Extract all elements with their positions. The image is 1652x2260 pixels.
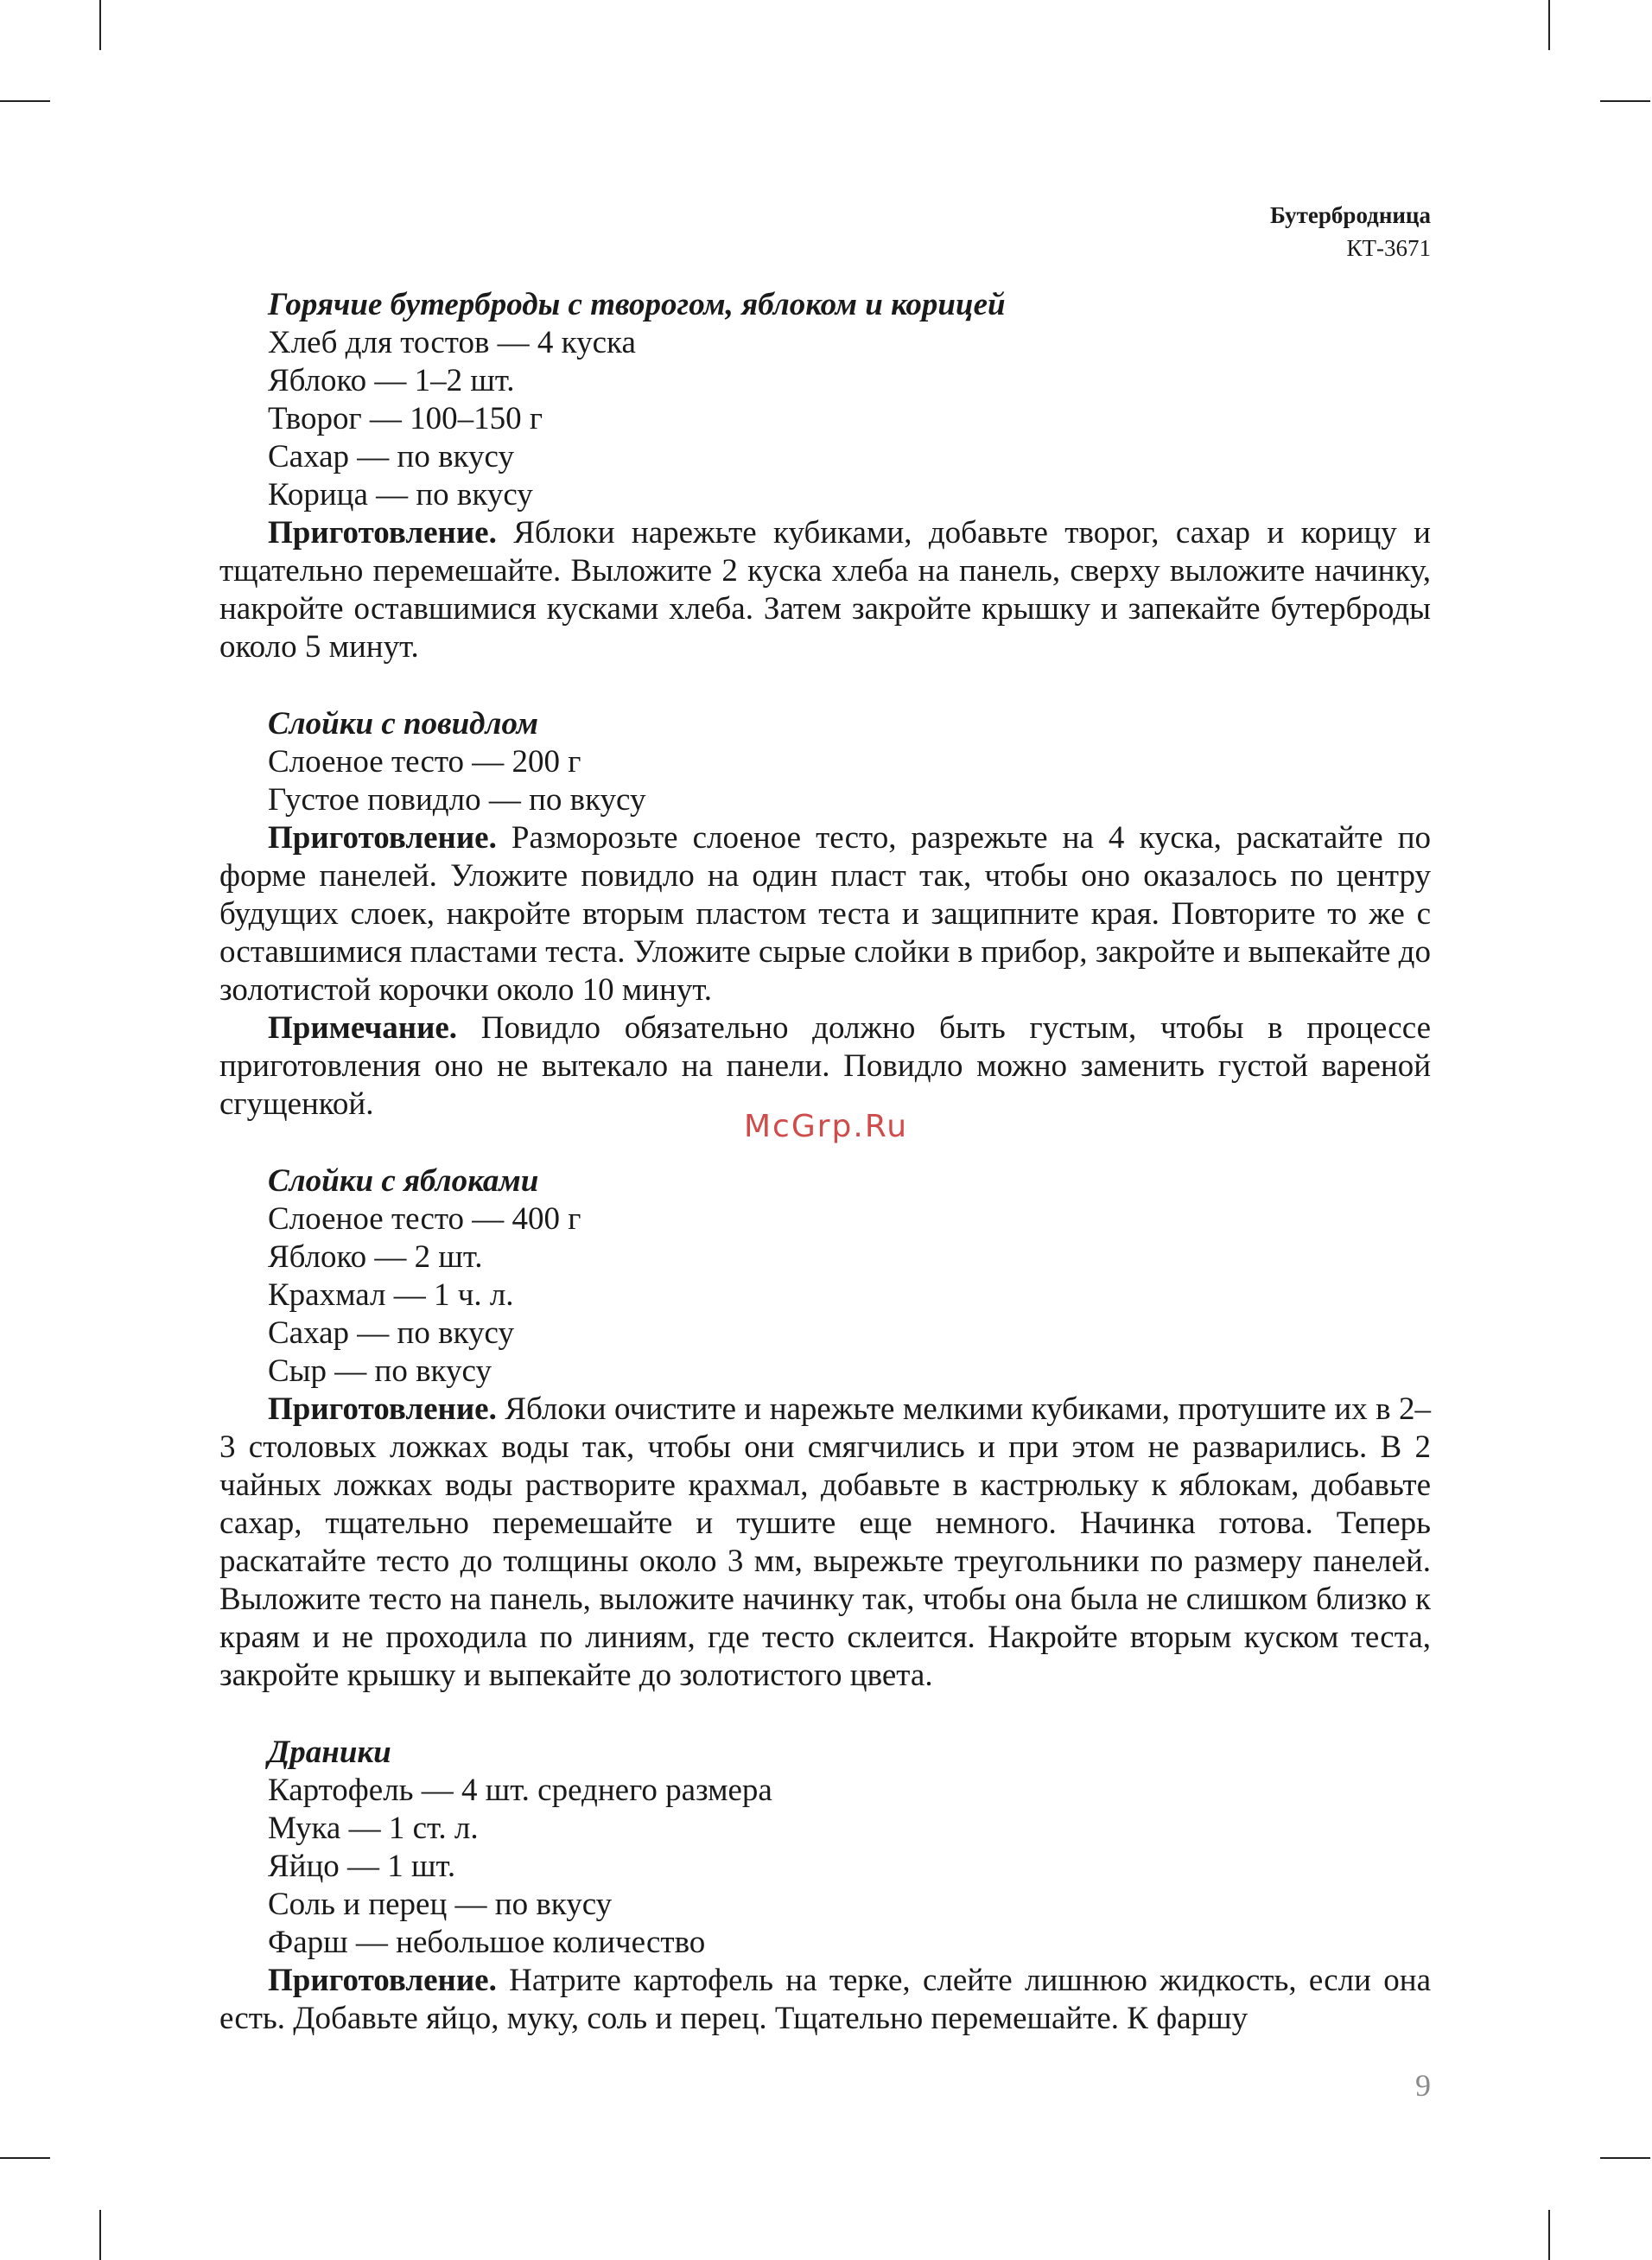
ingredient: Творог — 100–150 г [268, 401, 543, 436]
ingredient: Сыр — по вкусу [268, 1353, 492, 1389]
paragraph-text: Яблоки нарежьте кубиками, добавьте творог, сахар и корицу и тщательно перемешайте. Выложите 2 куска хлеба на панель, сверху выложите начинку, накройте оставшимися кусками хлеба. Затем закройте крышку и запекайте бутерброды около 5 минут. [219, 515, 1431, 665]
crop-mark [1548, 0, 1550, 50]
paragraph-text: Разморозьте слоеное тесто, разрежьте на 4 куска, раскатайте по форме панелей. Уложите повидло на один пласт так, чтобы оно оказалось по центру будущих слоек, накройте вторым пластом теста и защипните края. Повторите то же с оставшимися пластами теста. Уложите сырые слойки в прибор, закройте и выпекайте до золотистой корочки около 10 минут. [219, 820, 1431, 1008]
ingredient: Мука — 1 ст. л. [268, 1811, 479, 1846]
running-head [1270, 199, 1431, 264]
crop-mark [1548, 2210, 1550, 2260]
recipe-title: Слойки с яблоками [268, 1163, 539, 1199]
ingredient: Слоеное тесто — 400 г [268, 1201, 581, 1237]
ingredient: Яблоко — 2 шт. [268, 1239, 483, 1275]
ingredient: Корица — по вкусу [268, 477, 533, 512]
instructions-paragraph [219, 819, 1431, 1009]
recipe-title: Горячие бутерброды с творогом, яблоком и корицей [268, 287, 1006, 322]
crop-mark [1600, 100, 1650, 102]
paragraph-label: Примечание. [268, 1010, 458, 1046]
crop-mark [99, 0, 101, 50]
instructions-paragraph [219, 1962, 1431, 2038]
page-number: 9 [1415, 2068, 1431, 2103]
ingredient: Хлеб для тостов — 4 куска [268, 325, 636, 360]
instructions-paragraph [219, 514, 1431, 666]
ingredient: Картофель — 4 шт. среднего размера [268, 1773, 772, 1808]
ingredient: Сахар — по вкусу [268, 1315, 514, 1351]
crop-mark [1600, 2157, 1650, 2159]
product-model: КТ-3671 [1346, 235, 1431, 261]
crop-mark [0, 2157, 50, 2159]
watermark: McGrp.Ru [743, 1109, 909, 1144]
recipe-title: Слойки с повидлом [268, 706, 538, 742]
paragraph-text: Повидло обязательно должно быть густым, чтобы в процессе приготовления оно не вытекало на панели. Повидло можно заменить густой вареной сгущенкой. [219, 1010, 1431, 1122]
crop-mark [99, 2210, 101, 2260]
recipe-section [219, 285, 1431, 666]
note-paragraph [219, 1009, 1431, 1124]
ingredient: Густое повидло — по вкусу [268, 782, 646, 818]
paragraph-label: Приготовление. [268, 1391, 497, 1427]
paragraph-label: Приготовление. [268, 1963, 497, 1998]
paragraph-text: Натрите картофель на терке, слейте лишнюю жидкость, если она есть. Добавьте яйцо, муку, соль и перец. Тщательно перемешайте. К фаршу [219, 1963, 1431, 2036]
paragraph-text: Яблоки очистите и нарежьте мелкими кубиками, протушите их в 2–3 столовых ложках воды так, чтобы они смягчились и при этом не разварились. В 2 чайных ложках воды растворите крахмал, добавьте в кастрюльку к яблокам, добавьте сахар, тщательно перемешайте и тушите еще немного. Начинка готова. Теперь раскатайте тесто до толщины около 3 мм, вырежьте треугольники по размеру панелей. Выложите тесто на панель, выложите начинку так, чтобы она была не слишком близко к краям и не проходила по линиям, где тесто склеится. Накройте вторым куском теста, закройте крышку и выпекайте до золотистого цвета. [219, 1391, 1431, 1693]
recipe-section [219, 1162, 1431, 1695]
ingredient: Крахмал — 1 ч. л. [268, 1277, 514, 1313]
ingredient: Слоеное тесто — 200 г [268, 744, 581, 780]
recipe-section [219, 704, 1431, 1124]
ingredient: Сахар — по вкусу [268, 439, 514, 474]
ingredient: Фарш — небольшое количество [268, 1925, 706, 1960]
recipe-section [219, 1733, 1431, 2038]
recipe-title: Драники [268, 1735, 391, 1770]
ingredient: Яблоко — 1–2 шт. [268, 363, 515, 398]
page-content [219, 285, 1431, 2038]
paragraph-label: Приготовление. [268, 515, 497, 551]
product-title: Бутербродница [1269, 202, 1431, 228]
ingredient: Яйцо — 1 шт. [268, 1849, 456, 1884]
instructions-paragraph [219, 1391, 1431, 1695]
paragraph-label: Приготовление. [268, 820, 497, 856]
crop-mark [0, 100, 50, 102]
ingredient: Соль и перец — по вкусу [268, 1887, 613, 1922]
